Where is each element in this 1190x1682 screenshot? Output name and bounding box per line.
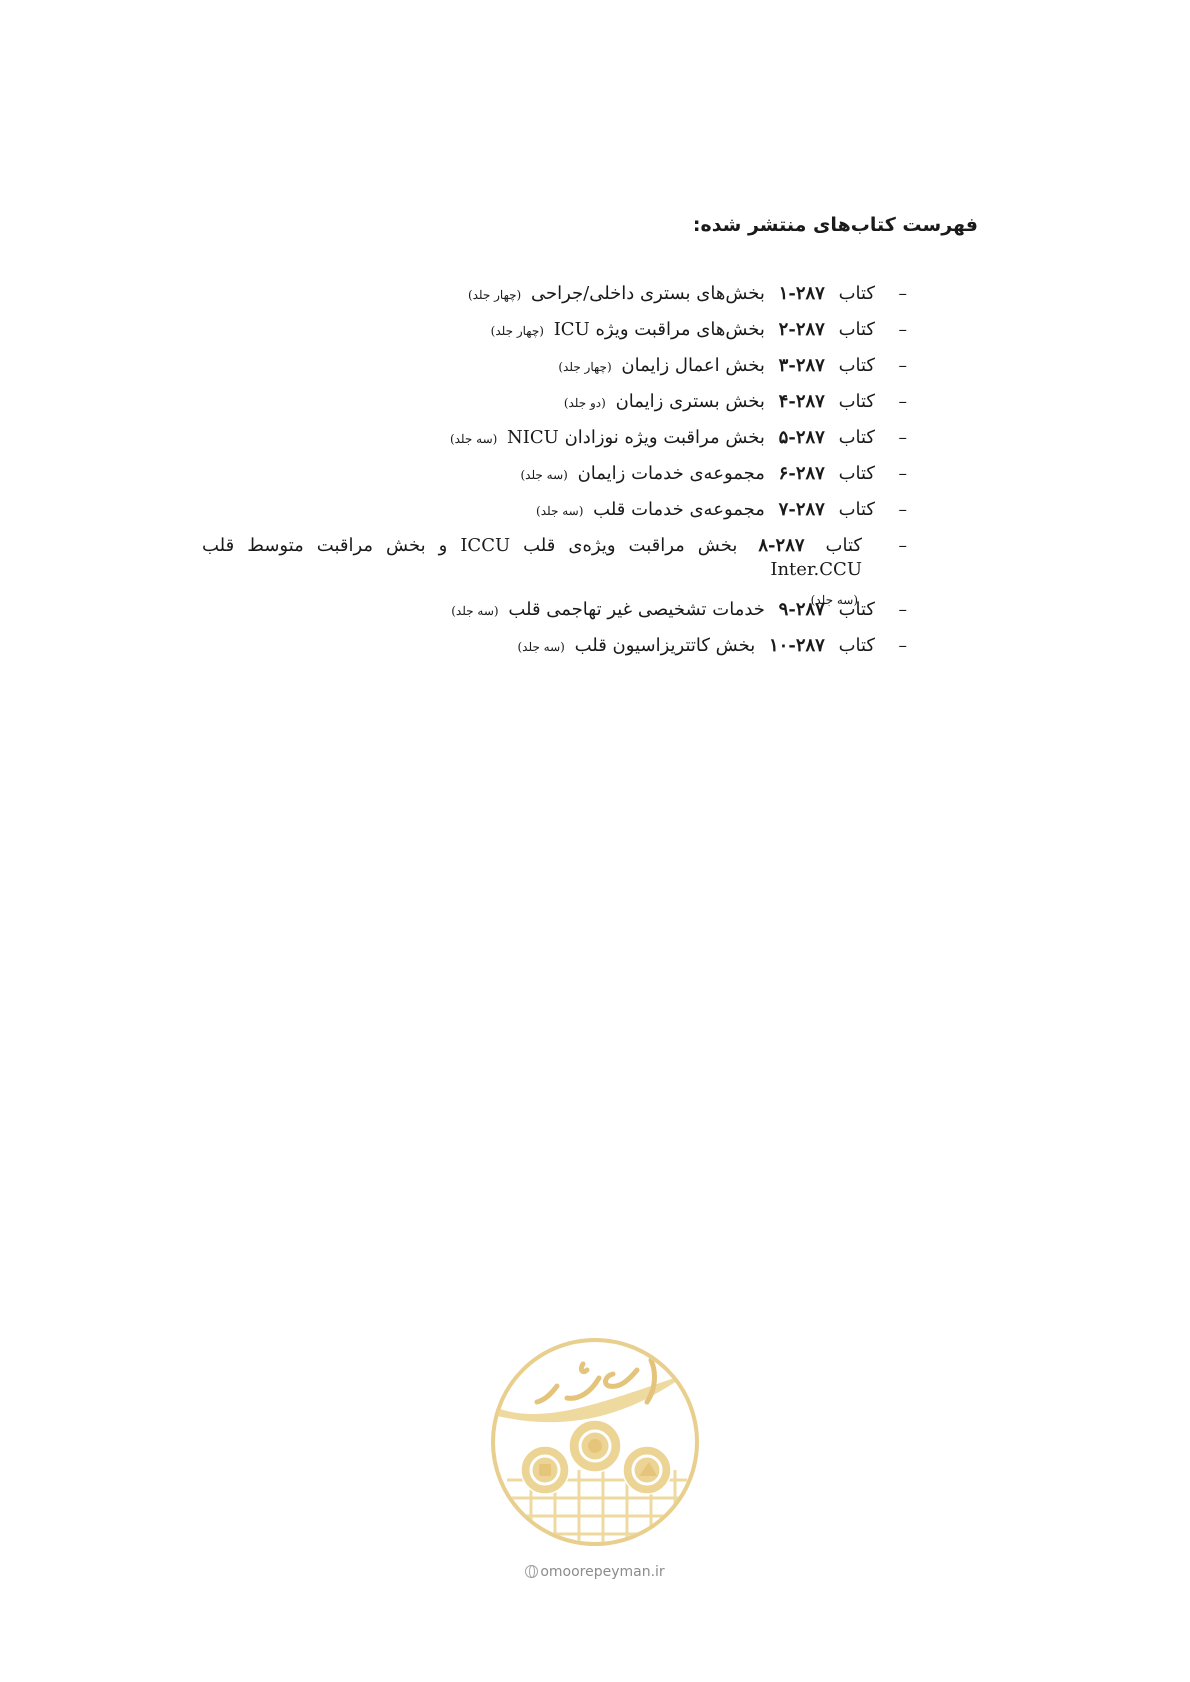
book-name: مجموعه‌ی خدمات قلب	[593, 499, 765, 520]
page-title: فهرست کتاب‌های منتشر شده:	[692, 214, 978, 236]
book-volumes: (چهار جلد)	[467, 288, 522, 302]
book-volumes: (سه جلد)	[451, 604, 499, 618]
website-text: omoorepeyman.ir	[540, 1564, 665, 1580]
book-word: کتاب	[838, 283, 875, 304]
book-code: ۲۸۷-۱۰	[768, 635, 825, 656]
list-dash: –	[898, 320, 907, 340]
book-volumes: (سه جلد)	[520, 468, 568, 482]
book-volumes: (چهار جلد)	[490, 324, 544, 338]
book-code: ۲۸۷-۸	[758, 535, 805, 556]
book-code: ۲۸۷-۳	[778, 355, 825, 376]
list-dash: –	[898, 600, 907, 620]
book-word: کتاب	[838, 463, 875, 484]
list-item	[0, 534, 1190, 607]
book-word: کتاب	[838, 391, 875, 412]
book-name: بخش کاتتریزاسیون قلب	[574, 635, 756, 656]
book-name: بخش‌های مراقبت ویژه ICU	[553, 319, 765, 340]
book-code: ۲۸۷-۲	[778, 319, 825, 340]
book-volumes: (سه جلد)	[517, 640, 565, 654]
book-volumes: (چهار جلد)	[558, 360, 612, 374]
book-word: کتاب	[825, 535, 862, 556]
list-item	[0, 282, 1190, 318]
book-volumes: (سه جلد)	[810, 593, 858, 607]
book-word: کتاب	[838, 499, 875, 520]
book-volumes: (دو جلد)	[563, 396, 606, 410]
list-dash: –	[898, 428, 907, 448]
book-list	[0, 282, 1190, 670]
list-dash: –	[898, 464, 907, 484]
book-code: ۲۸۷-۶	[778, 463, 825, 484]
book-code: ۲۸۷-۷	[778, 499, 825, 520]
globe-icon	[525, 1565, 538, 1578]
list-item	[0, 354, 1190, 390]
book-code: ۲۸۷-۵	[778, 427, 825, 448]
book-code: ۲۸۷-۹	[778, 599, 825, 620]
book-word: کتاب	[838, 635, 875, 656]
list-item	[0, 462, 1190, 498]
list-dash: –	[898, 536, 907, 556]
book-volumes: (سه جلد)	[536, 504, 584, 518]
book-name: بخش اعمال زایمان	[621, 355, 765, 376]
book-name: بخش‌های بستری داخلی/جراحی	[530, 283, 765, 304]
footer-website	[497, 1564, 693, 1580]
book-name: بخش مراقبت ویژه نوزادان NICU	[507, 427, 765, 448]
book-name: بخش مراقبت ویژه‌ی قلب ICCU و بخش مراقبت متوسط قلب Inter.CCU	[202, 535, 862, 580]
book-word: کتاب	[838, 599, 875, 620]
book-word: کتاب	[838, 355, 875, 376]
book-word: کتاب	[838, 319, 875, 340]
list-dash: –	[898, 356, 907, 376]
list-item	[0, 634, 1190, 670]
book-code: ۲۸۷-۱	[778, 283, 825, 304]
list-item	[0, 498, 1190, 534]
list-item	[0, 318, 1190, 354]
publisher-seal-logo-icon	[487, 1330, 703, 1560]
list-dash: –	[898, 284, 907, 304]
book-code: ۲۸۷-۴	[778, 391, 825, 412]
book-word: کتاب	[838, 427, 875, 448]
list-item	[0, 426, 1190, 462]
list-dash: –	[898, 636, 907, 656]
publisher-seal-logo	[487, 1330, 703, 1560]
book-name: خدمات تشخیصی غیر تهاجمی قلب	[508, 599, 765, 620]
list-dash: –	[898, 392, 907, 412]
list-item	[0, 598, 1190, 634]
list-item	[0, 390, 1190, 426]
book-volumes: (سه جلد)	[449, 432, 498, 446]
book-name: مجموعه‌ی خدمات زایمان	[577, 463, 765, 484]
list-dash: –	[898, 500, 907, 520]
book-name: بخش بستری زایمان	[615, 391, 765, 412]
